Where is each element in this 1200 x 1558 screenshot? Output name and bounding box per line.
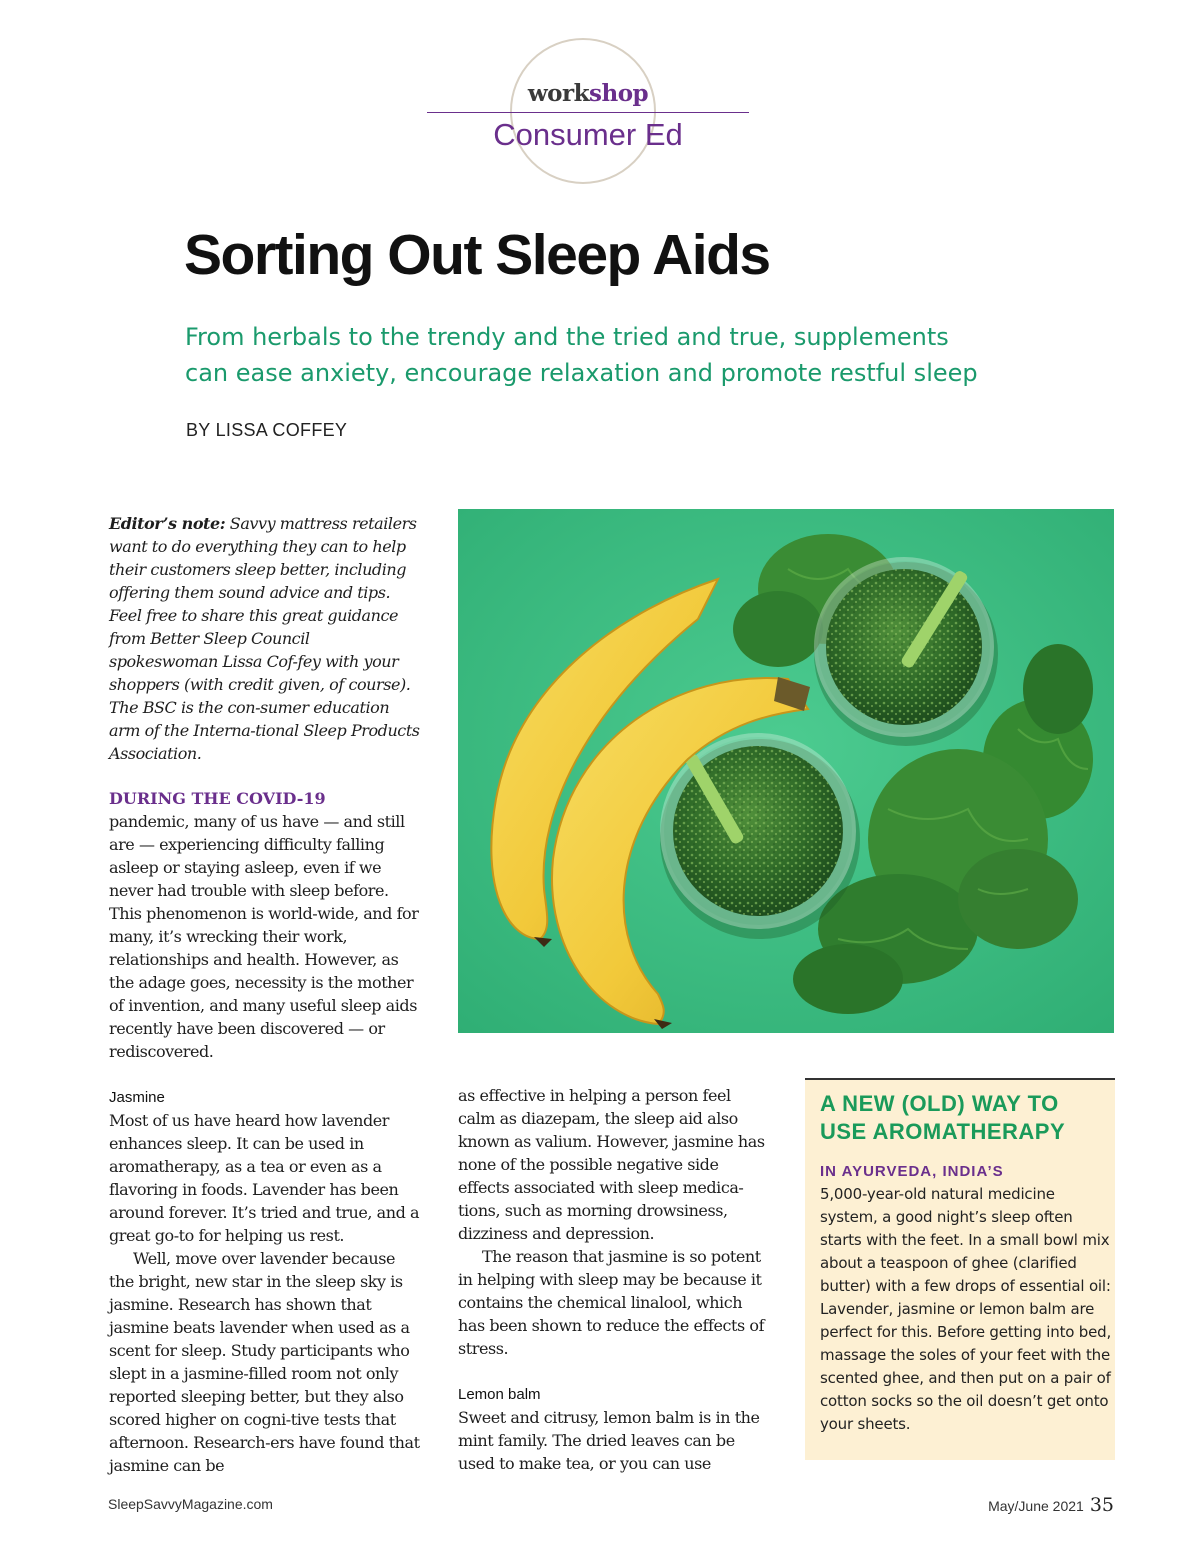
subhead-jasmine: Jasmine xyxy=(109,1089,165,1106)
section-badge xyxy=(0,0,1200,200)
smoothie-banana-photo xyxy=(458,509,1114,1033)
lead-in-caps: DURING THE COVID-19 xyxy=(109,789,326,808)
badge-circle xyxy=(510,38,656,184)
subtitle-line-2: can ease anxiety, encourage relaxation and promote restful sleep xyxy=(185,359,978,387)
subtitle-line-1: From herbals to the trendy and the tried and true, supplements xyxy=(185,323,949,351)
editor-note xyxy=(109,512,421,765)
sidebar-text: 5,000-year-old natural medicine system, a good night’s sleep often starts with the feet. In a small bowl mix about a teaspoon of ghee (clarified butter) with a few drops of essential oil: Lavender, jasmine or lemon balm are perfect for this. Before getting into bed, massage the soles of your feet with the scented ghee, and then put on a pair of cotton socks so the oil doesn’t get onto your sheets. xyxy=(820,1185,1112,1433)
smoothie-glass-bottom xyxy=(660,735,860,939)
badge-workshop-word xyxy=(427,80,749,107)
badge-section-name: Consumer Ed xyxy=(493,117,683,152)
intro-paragraph: pandemic, many of us have — and still are — experiencing difficulty falling asleep or staying asleep, even if we never had trouble with sleep before. This phenomenon is world-wide, and for many, it’s wrecking their work, relationships and health. However, as the adage goes, necessity is the mother of invention, and many useful sleep aids recently have been discovered — or rediscovered. xyxy=(109,812,419,1061)
footer-issue xyxy=(988,1494,1114,1516)
editor-note-text: Savvy mattress retailers want to do everything they can to help their customers sleep better, including offering them sound advice and tips. Feel free to share this great guidance from Better Sleep Council spokeswoman Lissa Cof-fey with your shoppers (with credit given, of course). The BSC is the con-sumer education arm of the Interna-tional Sleep Products Association. xyxy=(109,514,420,763)
subhead-lemon-balm: Lemon balm xyxy=(458,1386,541,1403)
badge-divider xyxy=(427,112,749,113)
smoothie-glass-top xyxy=(814,559,998,746)
page-number: 35 xyxy=(1089,1494,1114,1516)
jasmine-paragraph-2: Well, move over lavender because the bright, new star in the sleep sky is jasmine. Research has shown that jasmine beats lavender when used as a scent for sleep. Study participants who slept in a jasmine-filled room not only reported sleeping better, but they also scored higher on cogni-tive tests that afternoon. Research-ers have found that jasmine can be xyxy=(109,1249,420,1475)
aromatherapy-sidebar xyxy=(805,1078,1115,1460)
jasmine-paragraph-1: Most of us have heard how lavender enhances sleep. It can be used in aromatherapy, as a tea or even as a flavoring in foods. Lavender has been around forever. It’s tried and true, and a great go-to for helping us rest. xyxy=(109,1111,420,1245)
sidebar-title: A NEW (OLD) WAY TO USE AROMATHERAPY xyxy=(820,1091,1066,1144)
lemon-balm-paragraph: Sweet and citrusy, lemon balm is in the mint family. The dried leaves can be used to make tea, or you can use xyxy=(458,1408,760,1473)
footer-issue-date: May/June 2021 xyxy=(988,1498,1084,1514)
byline: BY LISSA COFFEY xyxy=(186,420,348,440)
body-column-2 xyxy=(458,1084,770,1475)
body-column-1 xyxy=(109,787,421,1477)
col2-paragraph-1: as effective in helping a person feel calm as diazepam, the sleep aid also known as valium. However, jasmine has none of the possible negative side effects associated with sleep medica-tions, such as morning drowsiness, dizziness and depression. xyxy=(458,1086,765,1243)
footer-website: SleepSavvyMagazine.com xyxy=(108,1496,273,1512)
editor-note-label: Editor’s note: xyxy=(109,514,226,533)
badge-word-part1: work xyxy=(527,80,590,107)
col2-paragraph-2: The reason that jasmine is so potent in helping with sleep may be because it contains the chemical linalool, which has been shown to reduce the effects of stress. xyxy=(458,1247,765,1358)
badge-word-part2: shop xyxy=(589,80,649,107)
sidebar-body xyxy=(820,1160,1112,1436)
article-title: Sorting Out Sleep Aids xyxy=(184,223,770,287)
article-subtitle xyxy=(185,319,1005,391)
sidebar-lead-in: IN AYURVEDA, INDIA’S xyxy=(820,1163,1004,1180)
